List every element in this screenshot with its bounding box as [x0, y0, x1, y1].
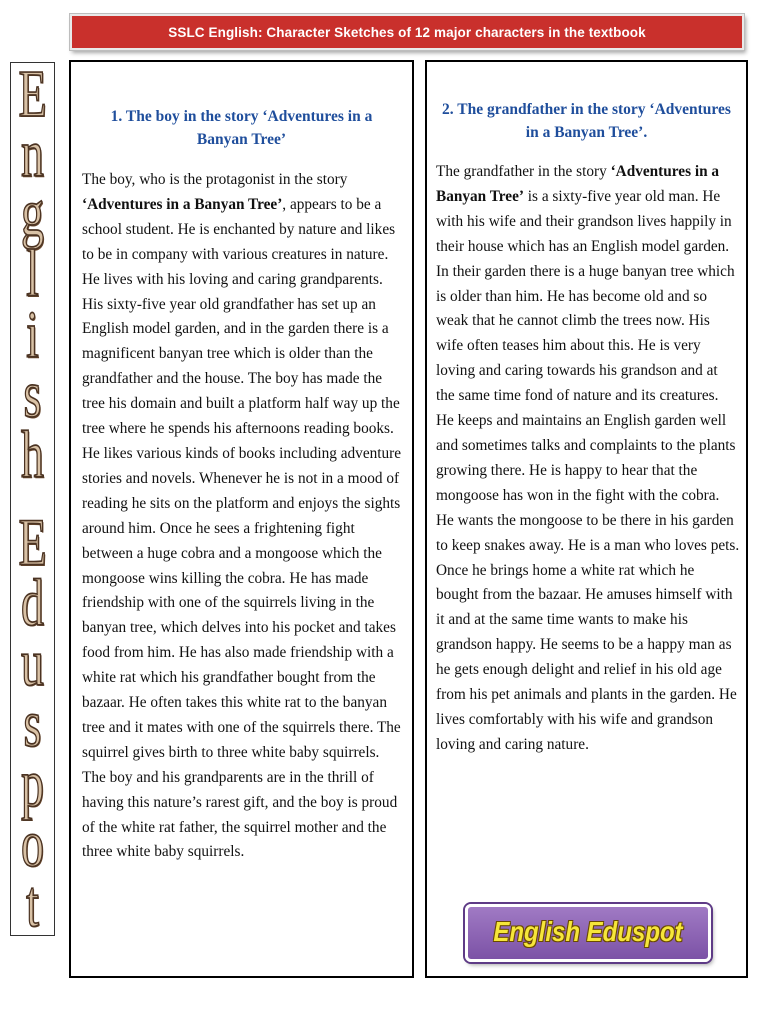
vertical-title-letter: t	[26, 866, 39, 941]
vertical-title-letter: i	[26, 296, 39, 371]
vertical-title-letter: o	[21, 806, 44, 881]
paragraph-text: The boy, who is the protagonist in the story	[82, 171, 348, 188]
paragraph-text: is a sixty-five year old man. He with his wife and their grandson lives happily in their house which has an English model garden. In their garden there is a huge banyan tree which is older than him. He has become old and so weak that he cannot climb the trees now. His wife often teases him about this. He is very loving and caring towards his grandson and at the same time fond of nature and its creatures. He keeps and maintains an English garden well and sometimes talks and complaints to the plants growing there. He is happy to hear that the mongoose has won in the fight with the cobra. He wants the mongoose to be there in his garden to keep snakes away. He is a man who loves pets. Once he brings home a white rat which he bought from the bazaar. He amuses himself with it and at the same time wants to make his grandson happy. He seems to be a happy man as he gets enough delight and relief in his old age from his pet animals and plants in the garden. He lives comfortably with his wife and grandson loving and caring nature.	[436, 187, 740, 753]
paragraph-text: , appears to be a school student. He is enchanted by nature and likes to be in company with various creatures in nature. He lives with his loving and caring grandparents. His sixty-five year old grandfather has set up an English model garden, and in the garden there is a magnificent banyan tree which is older than the grandfather and the house. The boy has made the tree his domain and built a platform half way up the tree where he spends his afternoons reading books. He likes various kinds of books including adventure stories and novels. Whenever he is not in a mood of reading he sits on the platform and enjoys the sights around him. Once he sees a frightening fight between a huge cobra and a mongoose which the mongoose wins killing the cobra. He has made friendship with one of the squirrels living in the banyan tree, which delves into his pocket and takes food from him. He has also made friendship with a white rat which his grandfather bought from the bazaar. He often takes this white rat to the banyan tree and it mates with one of the squirrels there. The squirrel gives birth to three white baby squirrels. The boy and his grandparents are in the thrill of having this nature’s rarest gift, and the boy is proud of the white rat father, the squirrel mother and the three white baby squirrels.	[82, 195, 402, 861]
vertical-title-letter: g	[21, 176, 44, 251]
sketch-heading: 1. The boy in the story ‘Adventures in a Banyan Tree’	[110, 108, 373, 148]
vertical-title-letter: E	[18, 56, 47, 131]
vertical-title-letter: n	[21, 116, 44, 191]
paragraph-text: The grandfather in the story	[436, 163, 611, 180]
vertical-title-letter: s	[23, 357, 42, 431]
sketch-paragraph	[436, 160, 740, 758]
vertical-title-letter: s	[23, 685, 42, 760]
english-eduspot-logo	[465, 904, 711, 962]
vertical-title-letter: p	[21, 745, 44, 820]
banner-title: SSLC English: Character Sketches of 12 major characters in the textbook	[168, 24, 646, 40]
sketch-paragraph	[82, 168, 406, 865]
vertical-title-letter: l	[26, 236, 39, 311]
logo-text: English Eduspot	[493, 916, 683, 948]
vertical-title-letter: h	[21, 417, 44, 492]
vertical-title	[10, 56, 55, 941]
sketch-heading: 2. The grandfather in the story ‘Adventures in a Banyan Tree’.	[442, 101, 731, 141]
header-banner	[70, 14, 744, 50]
vertical-title-letter: d	[21, 565, 44, 640]
story-title-bold: ‘Adventures in a Banyan Tree’	[82, 195, 283, 213]
vertical-title-letter: E	[18, 505, 47, 580]
story-title-bold: ‘Adventures in a Banyan Tree’	[436, 163, 720, 205]
character-sketch-boy	[69, 60, 414, 978]
character-sketch-grandfather	[425, 60, 748, 978]
vertical-title-letter: u	[21, 625, 44, 700]
